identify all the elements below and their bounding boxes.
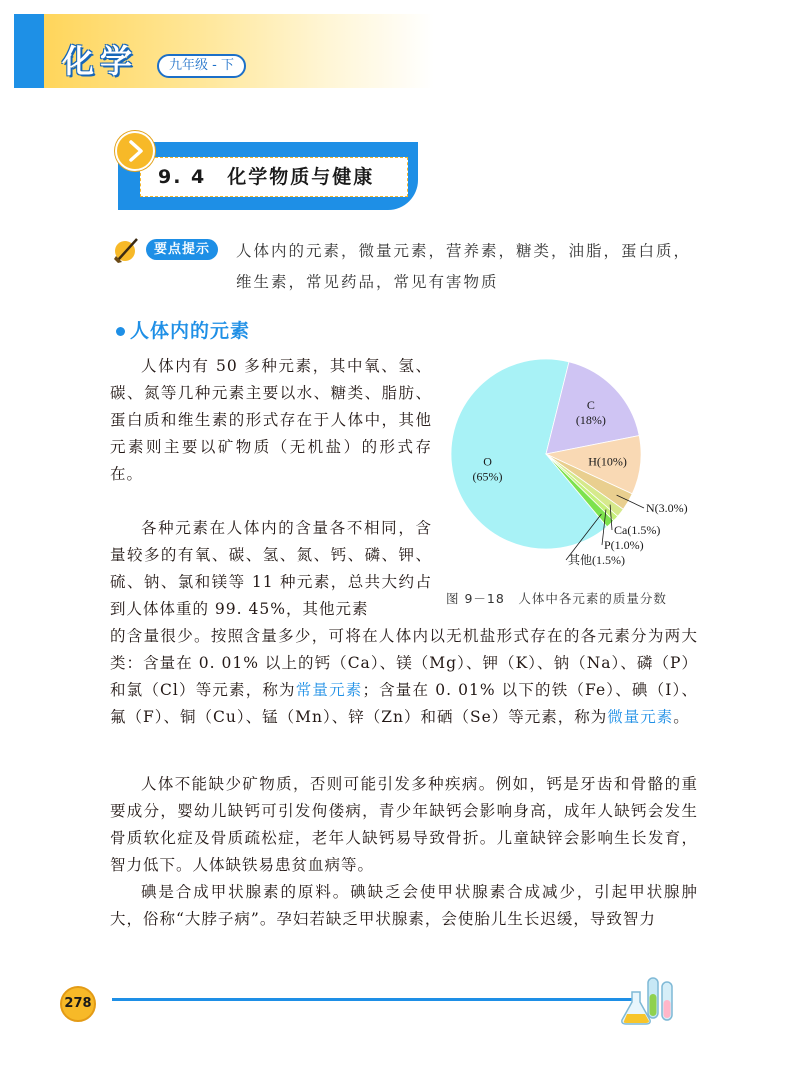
paragraph: 碘是合成甲状腺素的原料。碘缺乏会使甲状腺素合成减少，引起甲状腺肿大，俗称“大脖子病”。孕妇若缺乏甲状腺素，会使胎儿生长迟缓，导致智力: [110, 883, 698, 928]
header-accent-strip: [14, 14, 44, 88]
key-points-line: 维生素，常见药品，常见有害物质: [236, 273, 499, 291]
pie-chart: [436, 356, 706, 586]
paragraph: 人体不能缺少矿物质，否则可能引发多种疾病。例如，钙是牙齿和骨骼的重要成分，婴幼儿缺钙可引发佝偻病，青少年缺钙会影响身高，成年人缺钙会发生骨质软化症及骨质疏松症，老年人缺钙易导致骨折。儿童缺锌会影响生长发育，智力低下。人体缺铁易患贫血病等。: [110, 775, 698, 874]
key-points-line: 人体内的元素，微量元素，营养素，糖类，油脂，蛋白质，: [236, 242, 692, 260]
slice-label: (18%): [575, 413, 606, 428]
paragraph-text: 的含量很少。按照含量多少，可将在人体内以无机盐形式存在的各元素分为两大类：含量在 0. 01% 以上的钙（Ca）、镁（Mg）、钾（K）、钠（Na）、磷（P）和氯（Cl）等元素，称为: [110, 627, 698, 699]
slice-label: P(1.0%): [604, 538, 644, 552]
chevron-right-icon: [115, 131, 155, 171]
slice-label: H(10%): [588, 454, 627, 469]
slice-label: O: [483, 454, 492, 469]
paragraph-text: ；含量在 0. 01% 以下的铁（Fe）、碘（I）、氟（F）、铜（Cu）、锰（Mn）、锌（Zn）和硒（Se）等元素，称为: [110, 681, 698, 726]
section-title: 9. 4 化学物质与健康: [158, 166, 375, 188]
slice-label: (65%): [472, 469, 503, 484]
page-number: 278: [60, 986, 96, 1022]
footer-line: [112, 998, 632, 1001]
broom-icon: [112, 234, 142, 264]
paragraph: 各种元素在人体内的含量各不相同，含量较多的有氧、碳、氢、氮、钙、磷、钾、硫、钠、氯和镁等 11 种元素，总共大约占到人体体重的 99. 45%，其他元素: [110, 519, 432, 618]
slice-label: 其他(1.5%): [568, 553, 625, 567]
flask-icon: [618, 972, 688, 1028]
key-points-text: [236, 236, 706, 298]
slice-label: N(3.0%): [646, 501, 688, 515]
paragraph: [110, 623, 698, 731]
grade-badge: 九年级 - 下: [157, 54, 246, 78]
figure-caption: 图 9－18 人体中各元素的质量分数: [446, 591, 667, 606]
key-points-badge: 要点提示: [146, 239, 218, 260]
slice-label: Ca(1.5%): [614, 523, 661, 537]
subject-title: 化学: [62, 42, 139, 80]
paragraph-text: 。: [673, 708, 690, 726]
section-heading: 人体内的元素: [130, 320, 251, 342]
term-macro-elements: 常量元素: [295, 681, 363, 699]
paragraph: 人体内有 50 多种元素，其中氧、氢、碳、氮等几种元素主要以水、糖类、脂肪、蛋白质和维生素的形式存在于人体中，其他元素则主要以矿物质（无机盐）的形式存在。: [110, 357, 432, 483]
slice-label: C: [586, 398, 595, 413]
term-trace-elements: 微量元素: [607, 708, 674, 726]
heading-bullet: [116, 327, 125, 336]
